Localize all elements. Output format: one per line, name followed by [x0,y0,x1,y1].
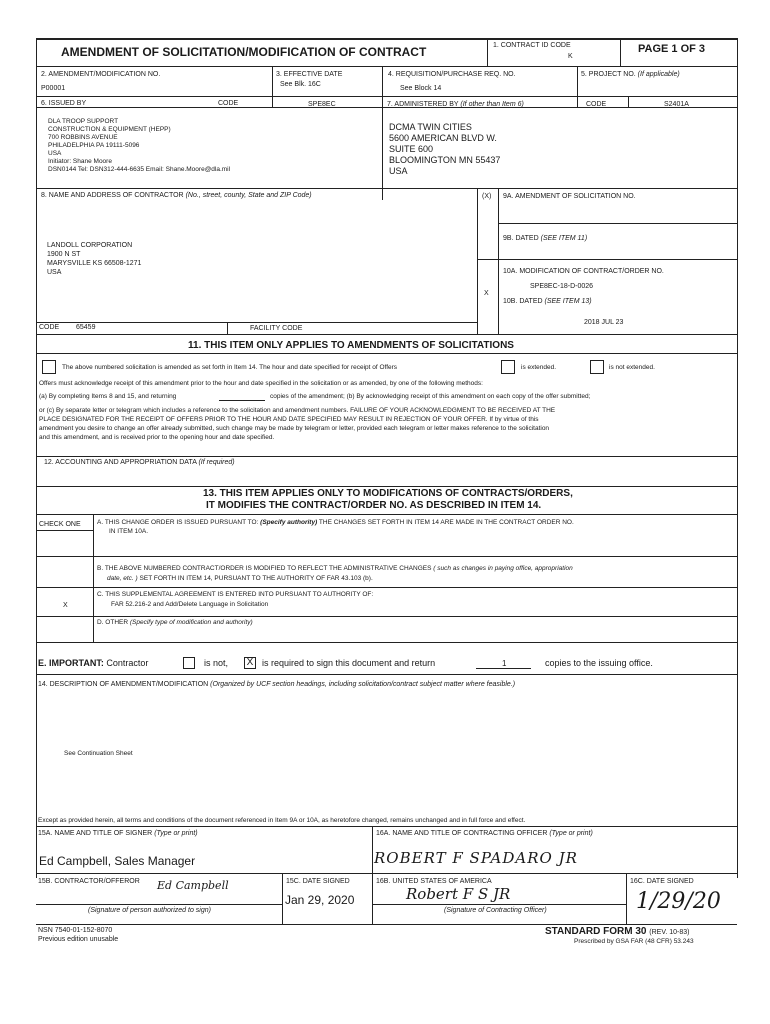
amendment-form [36,38,737,945]
item-11-line3a: (a) By completing Items 8 and 15, and returning [39,393,177,400]
page-number: PAGE 1 OF 3 [638,43,706,55]
date-signed-label: 15C. DATE SIGNED [286,878,350,885]
administered-by-address: DCMA TWIN CITIES 5600 AMERICAN BLVD W. SUITE 600 BLOOMINGTON MN 55437 USA [389,122,501,176]
contractor-offeror-label: 15B. CONTRACTOR/OFFEROR [38,878,140,885]
amendment-no-label: 2. AMENDMENT/MODIFICATION NO. [41,71,161,78]
officer-label: 16A. NAME AND TITLE OF CONTRACTING OFFICER (Type or print) [376,830,593,837]
item-9b-label: 9B. DATED (SEE ITEM 11) [503,235,588,242]
contract-id-code: K [568,53,573,60]
facility-code-label: FACILITY CODE [250,325,303,332]
is-not-label: is not, [204,658,229,668]
item-9a-label: 9A. AMENDMENT OF SOLICITATION NO. [503,193,636,200]
requisition-label: 4. REQUISITION/PURCHASE REQ. NO. [388,71,516,78]
extended-checkbox[interactable] [501,360,515,374]
item-11-heading: 11. THIS ITEM ONLY APPLIES TO AMENDMENTS OF SOLICITATIONS [188,340,514,351]
item-11-line4: or (c) By separate letter or telegram which includes a reference to the solicitation and amendment numbers. FAILURE OF YOUR ACKNOWLEDGMENT TO BE RECEIVED AT THE [39,407,556,414]
administered-by-label: 7. ADMINISTERED BY (If other than Item 6) [387,101,524,108]
item-13a-line1: A. THIS CHANGE ORDER IS ISSUED PURSUANT TO: (Specify authority) THE CHANGES SET FORTH IN ITEM 14 ARE MADE IN THE CONTRACT ORDER NO. [97,519,574,526]
amendment-no: P00001 [41,85,66,92]
project-no-label: 5. PROJECT NO. (If applicable) [581,71,680,78]
contractor-signature: Ed Campbell [157,879,229,892]
check-one-label: CHECK ONE [39,521,81,528]
officer-date: 1/29/20 [636,889,721,914]
is-required-label: is required to sign this document and return [262,658,436,668]
except-statement: Except as provided herein, all terms and conditions of the document referenced in Item 9A or 10A, as heretofore changed, remains unchanged and in full force and effect. [38,817,526,824]
officer-signature: Robert F S JR [406,885,511,903]
item-13-heading-1: 13. THIS ITEM APPLIES ONLY TO MODIFICATIONS OF CONTRACTS/ORDERS, [203,488,573,499]
x-column-label: (X) [482,193,492,200]
not-extended-label: is not extended. [609,364,655,371]
item-13d-line1: D. OTHER (Specify type of modification and authority) [97,619,253,626]
admin-code: S2401A [664,101,689,108]
copies-tail: copies to the issuing office. [545,658,653,668]
item-13c-line2: FAR 52.216-2 and Add/Delete Language in Solicitation [111,601,269,608]
standard-form: STANDARD FORM 30 (REV. 10-83) [545,926,690,937]
signer-name: Ed Campbell, Sales Manager [39,854,196,868]
copies-value: 1 [502,659,507,668]
officer-signature-caption: (Signature of Contracting Officer) [444,907,547,914]
item-11-line5: PLACE DESIGNATED FOR THE RECEIPT OF OFFERS PRIOR TO THE HOUR AND DATE SPECIFIED MAY RESULT IN REJECTION OF YOUR OFFER. If by virtue of this [39,416,539,423]
signer-label: 15A. NAME AND TITLE OF SIGNER (Type or print) [38,830,198,837]
officer-date-label: 16C. DATE SIGNED [630,878,694,885]
item-e-line: E. IMPORTANT: Contractor [38,658,149,668]
item-10a-mark: X [484,290,489,297]
item-14-content: See Continuation Sheet [64,750,133,757]
united-states-label: 16B. UNITED STATES OF AMERICA [376,878,492,885]
effective-date: See Blk. 16C [280,81,321,88]
is-not-checkbox[interactable] [183,657,195,669]
contractor-address: LANDOLL CORPORATION 1900 N ST MARYSVILLE KS 66508-1271 USA [47,242,142,276]
contractor-code: 65459 [76,324,96,331]
item-11-line1: The above numbered solicitation is amended as set forth in Item 14. The hour and date specified for receipt of Offers [62,364,398,371]
previous-edition: Previous edition unusable [38,936,119,943]
form-title: AMENDMENT OF SOLICITATION/MODIFICATION OF CONTRACT [61,45,427,59]
nsn: NSN 7540-01-152-8070 [38,927,113,934]
item-11-line7: and this amendment, and is received prior to the opening hour and date specified. [39,434,275,441]
item-13b-line1: B. THE ABOVE NUMBERED CONTRACT/ORDER IS MODIFIED TO REFLECT THE ADMINISTRATIVE CHANGES ( such as changes in paying office, appropriation [97,565,573,572]
item-13-heading-2: IT MODIFIES THE CONTRACT/ORDER NO. AS DESCRIBED IN ITEM 14. [206,500,542,511]
requisition: See Block 14 [400,85,442,92]
contractor-signature-caption: (Signature of person authorized to sign) [88,907,211,914]
item-12-label: 12. ACCOUNTING AND APPROPRIATION DATA (If required) [44,459,235,466]
item-14-label: 14. DESCRIPTION OF AMENDMENT/MODIFICATION (Organized by UCF section headings, including solicitation/contract subject matter where feasible.) [38,681,516,688]
item-11-line6: amendment you desire to change an offer already submitted, such change may be made by telegram or letter, provided each telegram or letter makes reference to the solicitation [39,425,550,432]
item-11-solicitation-checkbox[interactable] [42,360,56,374]
issued-by-code-label: CODE [218,100,239,107]
extended-label: is extended. [521,364,557,371]
prescribed-by: Prescribed by GSA FAR (48 CFR) 53.243 [574,938,694,945]
issued-by-code: SPE8EC [308,101,336,108]
admin-code-label: CODE [586,101,607,108]
item-13a-line2: IN ITEM 10A. [109,528,149,535]
item-13b-line2: date, etc. ) SET FORTH IN ITEM 14, PURSUANT TO THE AUTHORITY OF FAR 43.103 (b). [107,575,373,582]
not-extended-checkbox[interactable] [590,360,604,374]
issued-by-label: 6. ISSUED BY [41,100,87,107]
item-10a-label: 10A. MODIFICATION OF CONTRACT/ORDER NO. [503,268,664,275]
contractor-code-label: CODE [39,324,60,331]
officer-name-handwritten: ROBERT F SPADARO JR [374,849,578,867]
item-10b-value: 2018 JUL 23 [584,319,624,326]
is-required-checkbox[interactable]: X [244,657,256,669]
issued-by-address: DLA TROOP SUPPORT CONSTRUCTION & EQUIPMENT (HEPP) 700 ROBBINS AVENUE PHILADELPHIA PA 19111-5096 USA Initiator: Shane Moore DSN0144 Tel: DSN312-444-6635 Email: Shane.Moore@dla.mil [48,118,231,173]
date-signed: Jan 29, 2020 [285,893,355,907]
item-13c-line1: C. THIS SUPPLEMENTAL AGREEMENT IS ENTERED INTO PURSUANT TO AUTHORITY OF: [97,591,374,598]
item-10a-value: SPE8EC-18-D-0026 [530,283,594,290]
item-11-line2: Offers must acknowledge receipt of this amendment prior to the hour and date specified in the solicitation or as amended, by one of the following methods: [39,380,483,387]
contract-id-code-label: 1. CONTRACT ID CODE [493,42,571,49]
contractor-label: 8. NAME AND ADDRESS OF CONTRACTOR (No., street, county, State and ZIP Code) [41,192,312,199]
item-13c-mark: X [63,602,68,609]
effective-date-label: 3. EFFECTIVE DATE [276,71,343,78]
item-10b-label: 10B. DATED (SEE ITEM 13) [503,298,592,305]
item-11-line3b: copies of the amendment; (b) By acknowledging receipt of this amendment on each copy of the offer submitted; [270,393,591,400]
